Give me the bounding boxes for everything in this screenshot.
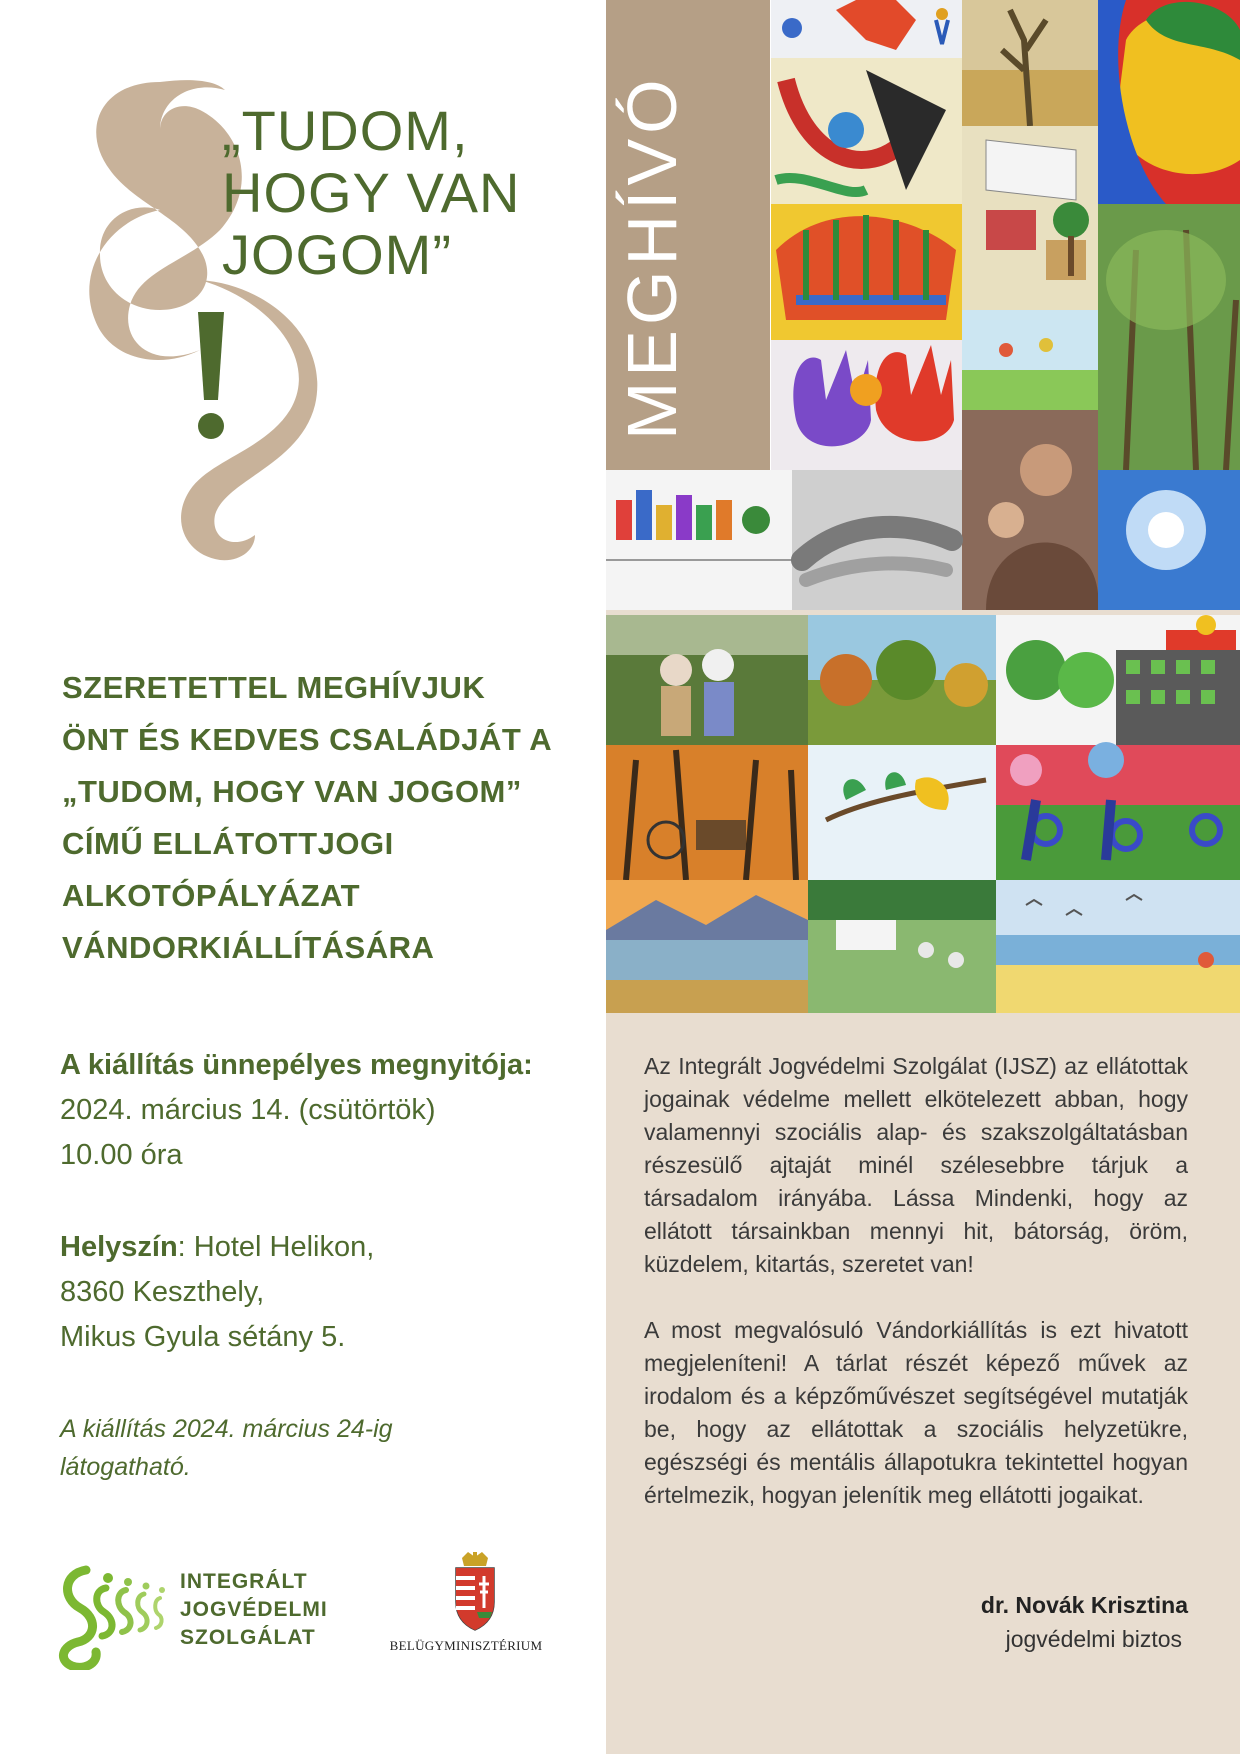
ministry-logo — [386, 1552, 543, 1662]
children-playing-icon — [770, 0, 962, 58]
beach-birds-icon — [996, 880, 1240, 1013]
invitation-line: ALKOTÓPÁLYÁZAT — [62, 878, 361, 913]
invitation-line: SZERETETTEL MEGHÍVJUK — [62, 670, 486, 705]
note-line: látogatható. — [60, 1453, 191, 1481]
opening-label: A kiállítás ünnepélyes megnyitója: — [60, 1049, 533, 1081]
building-trees-icon — [996, 615, 1240, 745]
handprints-icon — [770, 340, 962, 470]
lake-sunset-icon — [606, 880, 808, 1013]
opening-date: 2024. március 14. (csütörtök) — [60, 1094, 436, 1126]
invitation-text — [62, 662, 582, 974]
autumn-trees-icon — [808, 615, 996, 745]
basket-flowers-icon — [770, 204, 962, 340]
headline — [222, 100, 520, 286]
signature-role: jogvédelmi biztos — [1005, 1626, 1182, 1652]
invitation-band-label: MEGHÍVÓ — [613, 74, 691, 440]
seniors-bench-icon — [606, 615, 808, 745]
invitation-line: „TUDOM, HOGY VAN JOGOM” — [62, 774, 522, 809]
green-hand-icon — [1098, 0, 1240, 204]
tree-field-icon — [962, 0, 1098, 126]
meadow-children-icon — [962, 310, 1098, 410]
invitation-line: CÍMŰ ELLÁTOTTJOGI — [62, 826, 394, 861]
headline-line: HOGY VAN — [222, 161, 521, 224]
venue-street: Mikus Gyula sétány 5. — [60, 1321, 346, 1353]
headline-line: JOGOM” — [222, 223, 452, 286]
table-chess-icon — [962, 126, 1098, 310]
forest-icon — [1098, 204, 1240, 470]
autumn-park-icon — [606, 745, 808, 880]
winter-light-icon — [1098, 470, 1240, 610]
description-paragraph: Az Integrált Jogvédelmi Szolgálat (IJSZ) az ellátottak jogainak védelme mellett elkötelezett abban, hogy valamennyi szociális alap- és szakszolgáltatásban részesülő ajtaját minél szélesebbre tárjuk a társadalom irányába. Lássa Mindenki, hogy az ellátott társainkban mennyi hit, bátorság, öröm, küzdelem, kitartás, szeretet van! — [644, 1053, 1188, 1277]
venue-name: : Hotel Helikon, — [177, 1231, 375, 1263]
ijsz-logo — [58, 1560, 328, 1680]
father-child-icon — [962, 410, 1098, 610]
description-paragraph: A most megvalósuló Vándorkiállítás is ezt hivatott megjeleníteni! A tárlat részét képező művek az irodalom és a képzőművészet segítségével mutatják be, hogy az ellátottak a szociális helyzetükre, egészségi és mentális állapotukra tekintettel hogyan értelmezik, hogyan jelenítik meg ellátotti jogaikat. — [644, 1317, 1188, 1508]
venue-info — [60, 1225, 374, 1360]
city-people-icon — [606, 470, 792, 610]
opening-time: 10.00 óra — [60, 1139, 183, 1171]
signature-name: dr. Novák Krisztina — [980, 1592, 1188, 1618]
venue-label: Helyszín — [60, 1231, 178, 1263]
venue-city: 8360 Keszthely, — [60, 1276, 265, 1308]
holding-hands-icon — [792, 470, 962, 610]
exhibition-note — [60, 1410, 393, 1486]
garden-party-icon — [808, 880, 996, 1013]
note-line: A kiállítás 2024. március 24-ig — [60, 1415, 393, 1443]
ijsz-line: JOGVÉDELMI — [180, 1598, 328, 1621]
headline-line: „TUDOM, — [222, 99, 469, 162]
wheelchair-flowers-icon — [996, 742, 1240, 880]
invitation-line: VÁNDORKIÁLLÍTÁSÁRA — [62, 930, 435, 965]
ministry-label: BELÜGYMINISZTÉRIUM — [389, 1638, 543, 1653]
invitation-line: ÖNT ÉS KEDVES CSALÁDJÁT A — [62, 722, 553, 757]
ijsz-mark-icon — [58, 1560, 178, 1670]
coat-of-arms-icon — [450, 1552, 500, 1632]
abstract-shapes-icon — [770, 58, 962, 204]
description — [644, 1050, 1188, 1545]
left-panel — [0, 0, 606, 1754]
bird-branch-icon — [808, 745, 996, 880]
ijsz-line: SZOLGÁLAT — [180, 1626, 316, 1649]
opening-info — [60, 1043, 533, 1178]
ijsz-line: INTEGRÁLT — [180, 1570, 308, 1593]
